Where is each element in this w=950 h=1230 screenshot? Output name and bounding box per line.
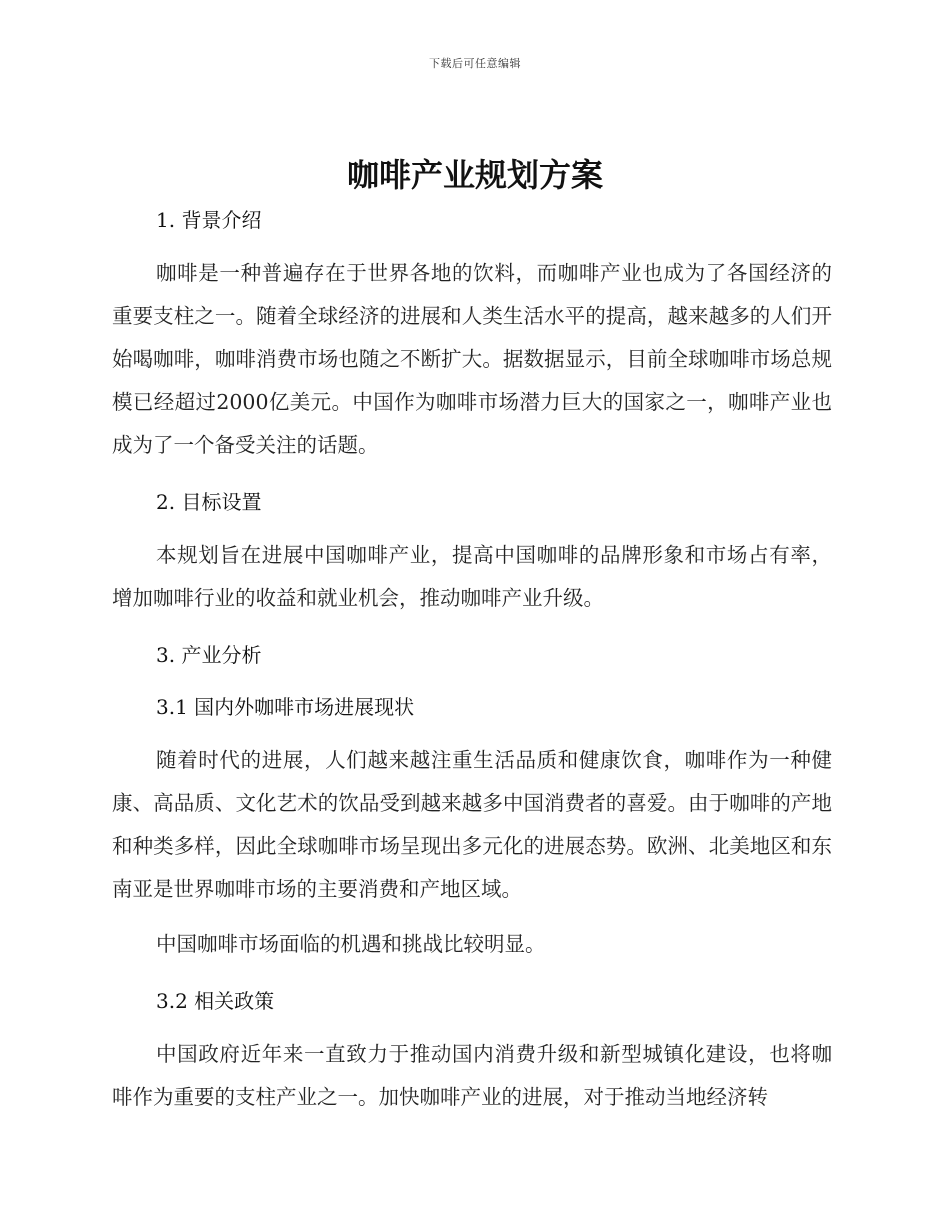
document-body	[112, 200, 832, 1119]
paragraph-market-status: 随着时代的进展，人们越来越注重生活品质和健康饮食，咖啡作为一种健康、高品质、文化艺术的饮品受到越来越多中国消费者的喜爱。由于咖啡的产地和种类多样，因此全球咖啡市场呈现出多元化的进展态势。欧洲、北美地区和东南亚是世界咖啡市场的主要消费和产地区域。	[112, 748, 832, 901]
document-title: 咖啡产业规划方案	[346, 156, 603, 194]
spacer	[112, 467, 832, 482]
section-heading-background: 1. 背景介绍	[156, 208, 262, 232]
spacer	[112, 675, 832, 687]
spacer	[112, 1021, 832, 1033]
paragraph-policy: 中国政府近年来一直致力于推动国内消费升级和新型城镇化建设，也将咖啡作为重要的支柱产业之一。加快咖啡产业的进展，对于推动当地经济转	[112, 1042, 832, 1109]
paragraph-background: 咖啡是一种普遍存在于世界各地的饮料，而咖啡产业也成为了各国经济的重要支柱之一。随着全球经济的进展和人类生活水平的提高，越来越多的人们开始喝咖啡，咖啡消费市场也随之不断扩大。据数据显示，目前全球咖啡市场总规模已经超过2000亿美元。中国作为咖啡市场潜力巨大的国家之一，咖啡产业也成为了一个备受关注的话题。	[112, 261, 832, 457]
subsection-heading-market-status: 3.1 国内外咖啡市场进展现状	[156, 695, 415, 719]
section-heading-industry-analysis: 3. 产业分析	[156, 643, 262, 667]
spacer	[112, 240, 832, 252]
spacer	[112, 966, 832, 981]
spacer	[112, 911, 832, 923]
paragraph-goals: 本规划旨在进展中国咖啡产业，提高中国咖啡的品牌形象和市场占有率，增加咖啡行业的收益和就业机会，推动咖啡产业升级。	[112, 543, 832, 610]
section-heading-goals: 2. 目标设置	[156, 490, 262, 514]
header-note: 下载后可任意编辑	[429, 57, 521, 70]
spacer	[112, 727, 832, 739]
spacer	[112, 522, 832, 534]
subsection-heading-policy: 3.2 相关政策	[156, 989, 275, 1013]
paragraph-market-opportunity: 中国咖啡市场面临的机遇和挑战比较明显。	[156, 932, 546, 956]
spacer	[112, 620, 832, 635]
